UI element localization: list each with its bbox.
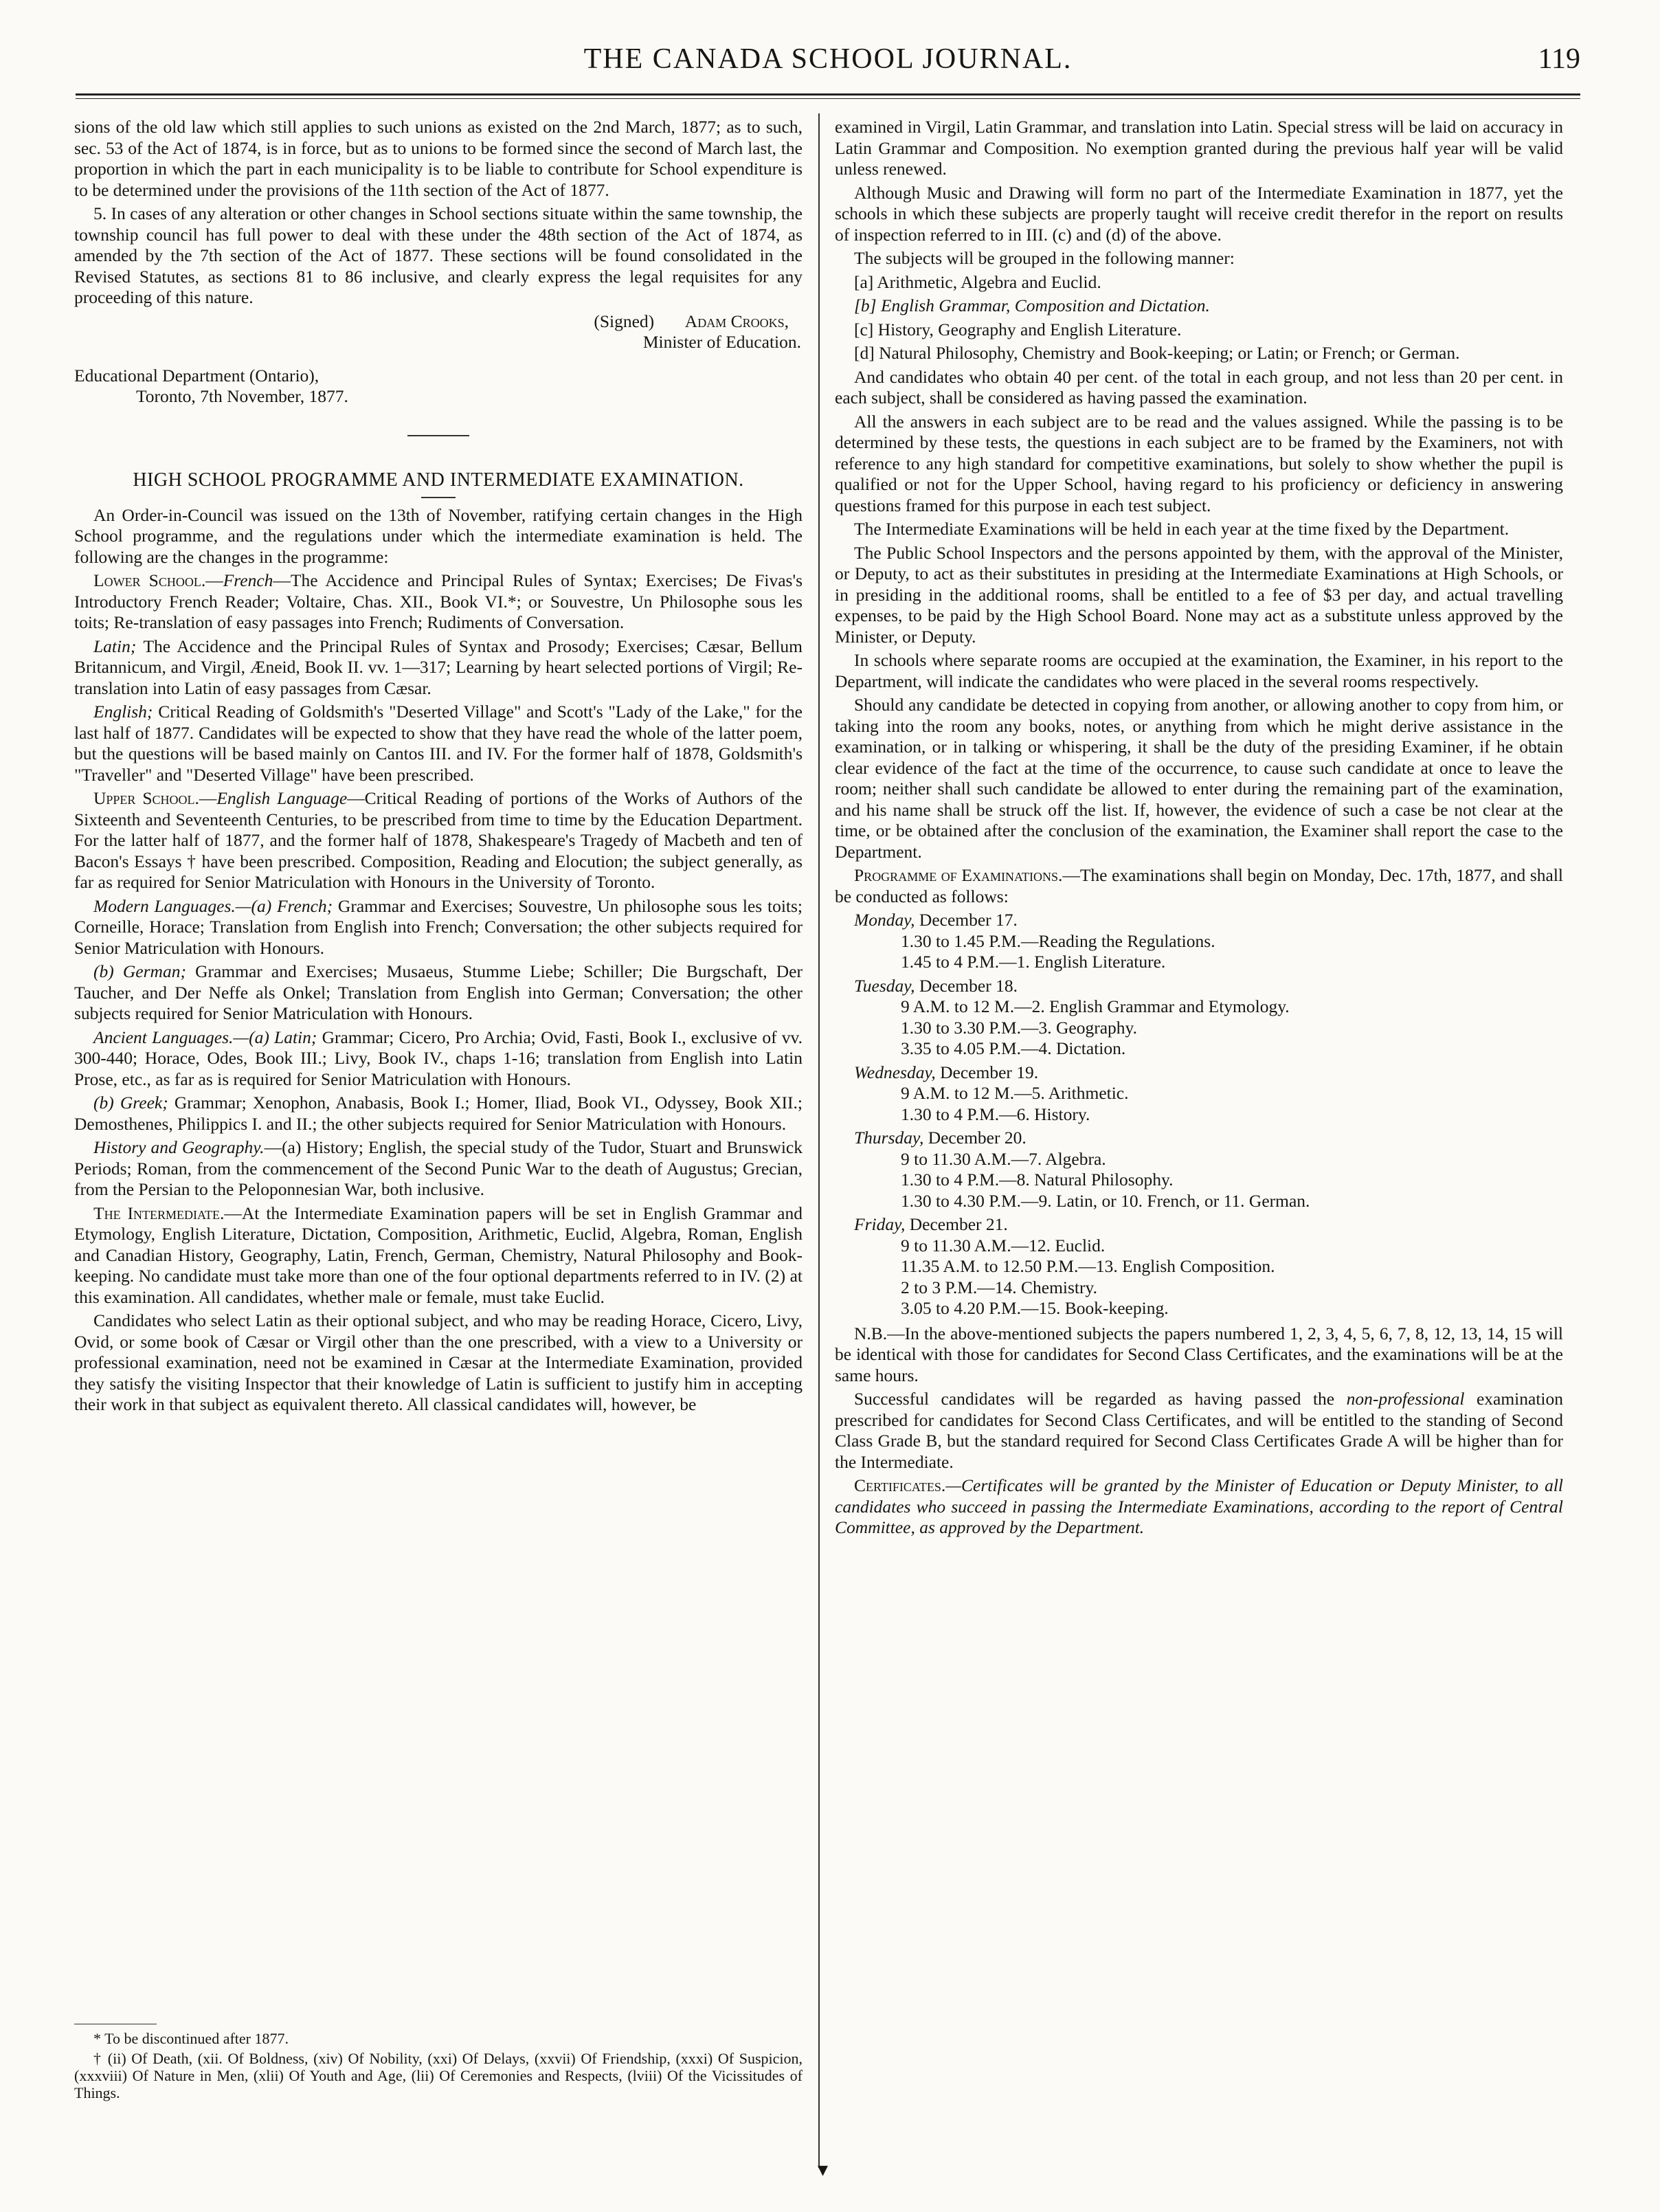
left-column: [74, 117, 803, 2165]
department-line: Educational Department (Ontario),: [74, 365, 319, 386]
paragraph: [74, 961, 803, 1025]
heading-rule: [421, 497, 456, 498]
ancient-languages-label: Ancient Languages.—(a) Latin;: [93, 1027, 317, 1047]
footnote: * To be discontinued after 1877.: [93, 2030, 289, 2047]
journal-title: THE CANADA SCHOOL JOURNAL.: [583, 43, 1073, 75]
paragraph: [74, 702, 803, 785]
schedule-day: [835, 1214, 1563, 1236]
programme-label: Programme of Examinations.: [854, 865, 1063, 885]
running-head: [76, 40, 1580, 81]
intermediate-text: —At the Intermediate Examination papers will be set in English Grammar and Etymology, English Literature, Dictation, Composition, Arithmetic, Euclid, Algebra, Roman, English and Canadian History, Geography, Latin, French, German, Chemistry, Natural Philosophy and Book-keeping. No candidate must take more than one of the four optional departments referred to in IV. (2) at this examination. All candidates, whether male or female, must take Euclid.: [74, 1203, 803, 1307]
schedule-slot: 9 to 11.30 A.M.—12. Euclid.: [901, 1235, 1106, 1255]
printer-mark: ▾: [818, 2158, 829, 2181]
day-name: Wednesday,: [854, 1062, 936, 1082]
schedule-slot: 9 A.M. to 12 M.—5. Arithmetic.: [901, 1083, 1129, 1103]
day-date: December 21.: [905, 1214, 1008, 1234]
signed-label: (Signed): [594, 311, 655, 331]
subject-group: [b] English Grammar, Composition and Dictation.: [854, 295, 1210, 315]
paragraph: [74, 636, 803, 700]
signer-title: Minister of Education.: [642, 332, 801, 352]
schedule-slot: 1.30 to 4.30 P.M.—9. Latin, or 10. French, or 11. German.: [901, 1190, 1310, 1211]
certificates-text: —Certificates will be granted by the Minister of Education or Deputy Minister, to all candidates who succeed in passing the Intermediate Examinations, according to the report of Central Committee, as approved by the Department.: [835, 1475, 1563, 1537]
schedule-slot: 3.35 to 4.05 P.M.—4. Dictation.: [901, 1038, 1126, 1058]
english-language-label: English Language: [216, 788, 348, 808]
paragraph: N.B.—In the above-mentioned subjects the papers numbered 1, 2, 3, 4, 5, 6, 7, 8, 12, 13, 14, 15 will be identical with those for candidates for Second Class Certificates, and the examinations will be at the same hours.: [835, 1323, 1563, 1385]
schedule-slot: 9 A.M. to 12 M.—2. English Grammar and Etymology.: [901, 996, 1290, 1016]
german-text: Grammar and Exercises; Musaeus, Stumme Liebe; Schiller; Die Burgschaft, Der Taucher, and Der Neffe als Onkel; Translation from English into German; Conversation; the other subjects required for Senior Matriculation with Honours.: [74, 961, 803, 1023]
ancient-languages-text: Grammar; Cicero, Pro Archia; Ovid, Fasti, Book I., exclusive of vv. 300-440; Horace, Odes, Book III.; Livy, Book IV., chaps 1-16; translation from English into Latin Prose, etc., as far as is required for Senior Matriculation with Honours.: [74, 1027, 803, 1089]
history-label: History and Geography.: [93, 1137, 265, 1157]
signer-name: Adam Crooks,: [684, 311, 789, 331]
schedule-day: [835, 910, 1563, 931]
schedule-slot: 1.30 to 4 P.M.—6. History.: [901, 1104, 1090, 1124]
modern-languages-label: Modern Languages.—(a) French;: [93, 895, 333, 916]
paragraph: The Intermediate Examinations will be held in each year at the time fixed by the Department.: [854, 519, 1510, 539]
latin-label: Latin;: [93, 636, 137, 656]
german-label: (b) German;: [93, 961, 186, 981]
section-heading: HIGH SCHOOL PROGRAMME AND INTERMEDIATE EXAMINATION.: [133, 469, 744, 491]
paragraph: [74, 1027, 803, 1091]
french-text: The Accidence and Principal Rules of Syntax; Exercises; De Fivas's Introductory French Reader; Voltaire, Chas. XII., Book VI.*; or Souvestre, Un Philosophe sous les toits; Re-translation of easy passages into French; Rudiments of Conversation.: [74, 570, 803, 632]
paragraph: An Order-in-Council was issued on the 13th of November, ratifying certain changes in the High School programme, and the regulations under which the intermediate examination is held. The following are the changes in the programme:: [74, 504, 803, 567]
paragraph: Lower School.—French—The Accidence and Principal Rules of Syntax; Exercises; De Fivas's Introductory French Reader; Voltaire, Chas. XII., Book VI.*; or Souvestre, Un Philosophe sous les toits; Re-translation of easy passages into French; Rudiments of Conversation.: [74, 570, 803, 632]
paragraph: examined in Virgil, Latin Grammar, and translation into Latin. Special stress will be laid on accuracy in Latin Grammar and Composition. No exemption granted during the previous half year will be valid unless renewed.: [835, 117, 1563, 179]
programme-text: —The examinations shall begin on Monday, Dec. 17th, 1877, and shall be conducted as follows:: [835, 865, 1563, 906]
paragraph: [835, 1475, 1563, 1539]
paragraph: [74, 1093, 803, 1135]
modern-languages-text: Grammar and Exercises; Souvestre, Un philosophe sous les toits; Corneille, Horace; Translation from English into French; Conversation; the other subjects required for Senior Matriculation with Honours.: [74, 895, 803, 958]
day-date: December 19.: [935, 1062, 1039, 1082]
text-run: examination prescribed for candidates for Second Class Certificates, and will be entitled to the standing of Second Class Grade B, but the standard required for Second Class Certificates Grade A will be higher than for the Intermediate.: [835, 1389, 1563, 1472]
schedule-slot: 1.30 to 1.45 P.M.—Reading the Regulations.: [901, 930, 1215, 951]
schedule-day: [835, 1062, 1563, 1084]
signature-line: [74, 311, 803, 333]
schedule-slot: 11.35 A.M. to 12.50 P.M.—13. English Composition.: [901, 1256, 1275, 1276]
day-name: Thursday,: [854, 1128, 924, 1148]
paragraph: [835, 865, 1563, 907]
french-label: French: [223, 570, 273, 590]
schedule-slot: 1.30 to 3.30 P.M.—3. Geography.: [901, 1017, 1138, 1038]
section-divider: [407, 435, 469, 436]
english-label: English;: [93, 702, 153, 722]
english-text: Critical Reading of Goldsmith's "Deserted Village" and Scott's "Lady of the Lake," for the last half of 1877. Candidates will be expected to show that they have read the whole of the latter poem, but the questions will be based mainly on Cantos III. and IV. For the former half of 1878, Goldsmith's "Traveller" and "Deserted Village" have been prescribed.: [74, 702, 803, 785]
schedule-slot: 3.05 to 4.20 P.M.—15. Book-keeping.: [901, 1298, 1169, 1318]
english-language-text: Critical Reading of portions of the Works of Authors of the Sixteenth and Seventeenth Centuries, to be prescribed from time to time by the Education Department. For the latter half of 1877, and the former half of 1878, Shakespeare's Tragedy of Macbeth and ten of Bacon's Essays † have been prescribed. Composition, Reading and Elocution; the subject generally, as far as required for Senior Matriculation with Honours in the University of Toronto.: [74, 788, 803, 892]
text-run: Successful candidates will be regarded as having passed the: [854, 1389, 1347, 1409]
lower-school-label: Lower School.: [93, 570, 206, 590]
day-date: December 20.: [923, 1128, 1027, 1148]
schedule-slot: 9 to 11.30 A.M.—7. Algebra.: [901, 1148, 1106, 1169]
certificates-label: Certificates.: [854, 1475, 946, 1495]
schedule-slot: 1.30 to 4 P.M.—8. Natural Philosophy.: [901, 1170, 1174, 1189]
schedule-day: [835, 976, 1563, 997]
schedule-slot: 2 to 3 P.M.—14. Chemistry.: [901, 1277, 1097, 1297]
paragraph: And candidates who obtain 40 per cent. of the total in each group, and not less than 20 per cent. in each subject, shall be considered as having passed the examination.: [835, 366, 1563, 407]
paragraph: The subjects will be grouped in the following manner:: [854, 248, 1235, 268]
text-run-italic: non-professional: [1346, 1389, 1465, 1409]
paragraph: Should any candidate be detected in copying from another, or allowing another to copy from him, or taking into the room any books, notes, or anything from which he might derive assistance in the examination, or in talking or whispering, it shall be the duty of the presiding Examiner, if he obtain clear evidence of the fact at the time of the occurrence, to cause such candidate at once to leave the room; neither shall such candidate be allowed to enter during the remaining part of the examination, and his name shall be struck off the list. If, however, the evidence of such a case be not clear at the time, or be obtained after the conclusion of the examination, the Examiner shall report the case to the Department.: [835, 695, 1563, 862]
paragraph: [74, 1203, 803, 1308]
latin-text: The Accidence and the Principal Rules of Syntax and Prosody; Exercises; Cæsar, Bellum Britannicum, and Virgil, Æneid, Book II. vv. 1—317; Learning by heart selected portions of Virgil; Re-translation into Latin of easy passages from Cæsar.: [74, 636, 803, 698]
paragraph: sions of the old law which still applies to such unions as existed on the 2nd March, 1877; as to such, sec. 53 of the Act of 1874, is in force, but as to unions to be formed since the second of March last, the proportion in which the part in each municipality is to be liable to contribute for School expenditure is to be determined under the provisions of the 11th section of the Act of 1877.: [74, 117, 803, 200]
greek-label: (b) Greek;: [93, 1093, 168, 1113]
paragraph: [74, 896, 803, 959]
date-line: Toronto, 7th November, 1877.: [136, 386, 348, 406]
greek-text: Grammar; Xenophon, Anabasis, Book I.; Homer, Iliad, Book VI., Odyssey, Book XII.; Demosthenes, Philippics I. and II.; the other subjects required for Senior Matriculation with Honours.: [74, 1093, 803, 1134]
subject-group: [a] Arithmetic, Algebra and Euclid.: [854, 271, 1101, 292]
day-date: December 17.: [915, 910, 1018, 930]
subject-group: [c] History, Geography and English Literature.: [854, 319, 1182, 339]
history-text: —(a) History; English, the special study of the Tudor, Stuart and Brunswick Periods; Roman, from the commencement of the Second Punic War to the death of Augustus; Grecian, from the Persian to the Peloponnesian War, both inclusive.: [74, 1137, 803, 1199]
day-date: December 18.: [915, 975, 1018, 996]
page-number: 119: [1538, 43, 1580, 75]
paragraph: The Public School Inspectors and the persons appointed by them, with the approval of the Minister, or Deputy, to act as their substitutes in presiding at the Intermediate Examinations at High Schools, or in presiding in the additional rooms, shall be entitled to a fee of $3 per day, and actual travelling expenses, to be paid by the High School Board. None may act as a substitute unless approved by the Minister, or Deputy.: [835, 542, 1563, 647]
paragraph: [835, 1389, 1563, 1473]
paragraph: Candidates who select Latin as their optional subject, and who may be reading Horace, Cicero, Livy, Ovid, or some book of Cæsar or Virgil other than the one prescribed, with a view to a University or professional examination, need not be examined in Cæsar at the Intermediate Examination, provided they satisfy the visiting Inspector that their knowledge of Latin is sufficient to justify him in accepting their work in that subject as equivalent thereto. All classical candidates will, however, be: [74, 1310, 803, 1414]
footnote: † (ii) Of Death, (xii. Of Boldness, (xiv) Of Nobility, (xxi) Of Delays, (xxvii) Of Friendship, (xxxi) Of Suspicion, (xxxviii) Of Nature in Men, (xlii) Of Youth and Age, (lii) Of Ceremonies and Respects, (lviii) Of the Vicissitudes of Things.: [74, 2050, 803, 2101]
paragraph: 5. In cases of any alteration or other changes in School sections situate within the same township, the township council has full power to deal with these under the 48th section of the Act of 1874, as amended by the 7th section of the Act of 1877. These sections will be found consolidated in the Revised Statutes, as sections 81 to 86 inclusive, and clearly express the legal requisites for any proceeding of this nature.: [74, 203, 803, 307]
right-column: [835, 117, 1563, 2165]
day-name: Tuesday,: [854, 975, 915, 996]
upper-school-label: Upper School.: [93, 788, 199, 808]
paragraph: All the answers in each subject are to be read and the values assigned. While the passing is to be determined by these tests, the questions in each subject are to be framed by the Examiners, not with reference to any high standard for competitive examinations, but solely to show whether the pupil is qualified or not for the Upper School, having regard to his proficiency or deficiency in answering questions framed for this purpose in each test subject.: [835, 411, 1563, 515]
header-rule: [76, 93, 1580, 99]
day-name: Friday,: [854, 1214, 906, 1234]
subject-group: [d] Natural Philosophy, Chemistry and Book-keeping; or Latin; or French; or German.: [854, 343, 1460, 363]
paragraph: Upper School.—English Language—Critical Reading of portions of the Works of Authors of the Sixteenth and Seventeenth Centuries, to be prescribed from time to time by the Education Department. For the latter half of 1877, and the former half of 1878, Shakespeare's Tragedy of Macbeth and ten of Bacon's Essays † have been prescribed. Composition, Reading and Elocution; the subject generally, as far as required for Senior Matriculation with Honours in the University of Toronto.: [74, 788, 803, 892]
footnotes: [74, 2024, 803, 2104]
paragraph: In schools where separate rooms are occupied at the examination, the Examiner, in his report to the Department, will indicate the candidates who were placed in the several rooms respectively.: [835, 650, 1563, 691]
intermediate-label: The Intermediate.: [93, 1203, 225, 1223]
schedule-day: [835, 1128, 1563, 1149]
paragraph: Although Music and Drawing will form no part of the Intermediate Examination in 1877, yet the schools in which these subjects are properly taught will receive credit therefor in the report on results of inspection referred to in III. (c) and (d) of the above.: [835, 182, 1563, 245]
paragraph: [74, 1137, 803, 1200]
schedule-slot: 1.45 to 4 P.M.—1. English Literature.: [901, 952, 1166, 972]
column-divider: [818, 113, 820, 2168]
day-name: Monday,: [854, 910, 915, 930]
